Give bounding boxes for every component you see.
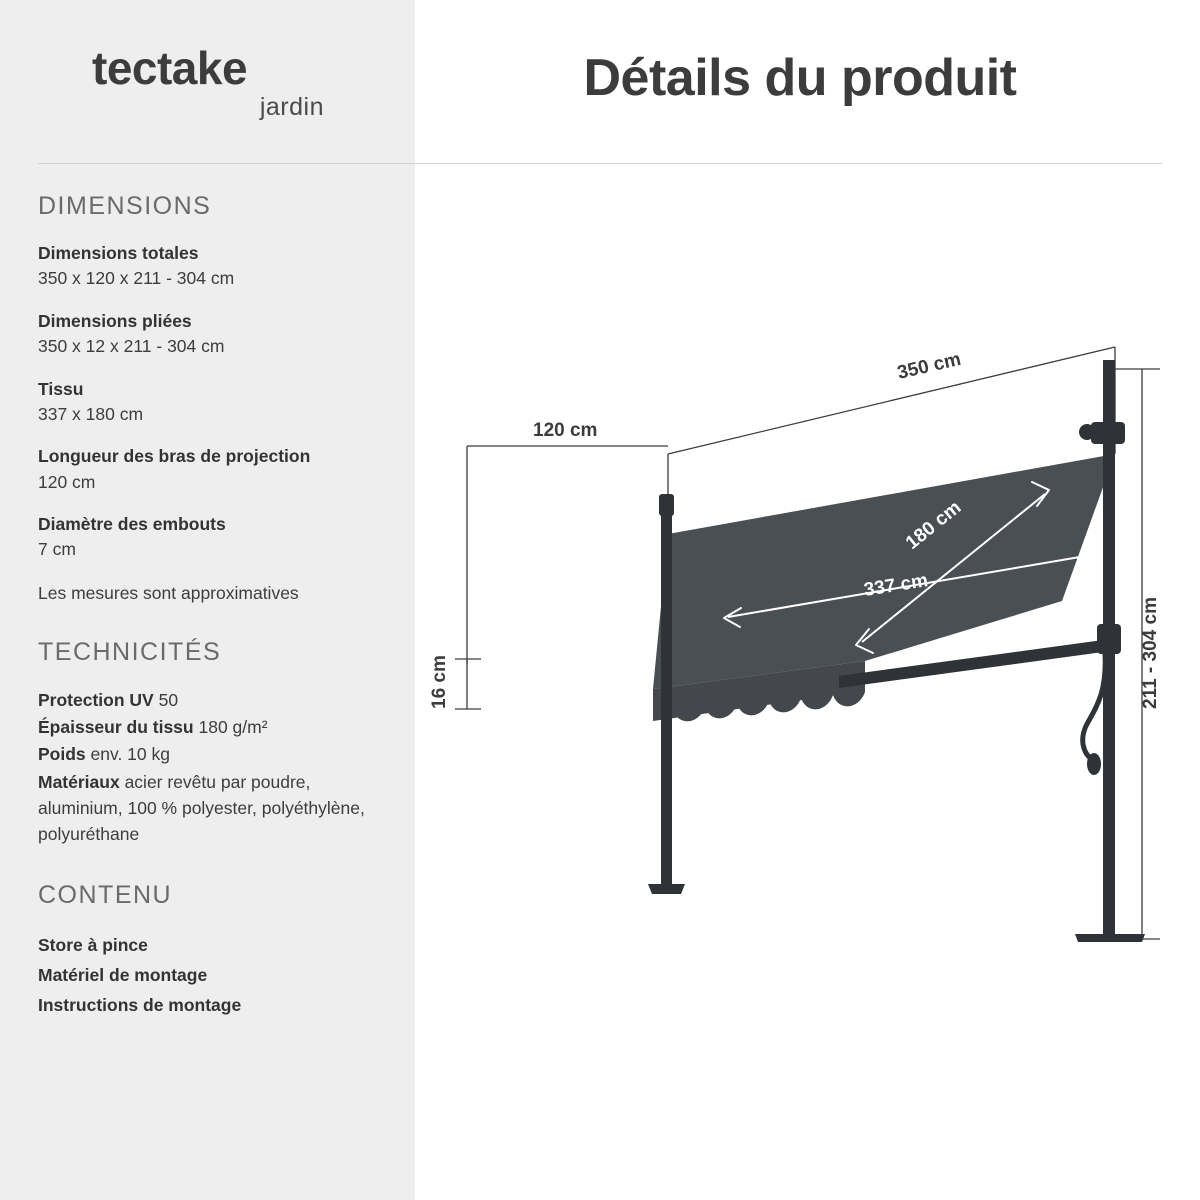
brand-name: tectake — [92, 42, 248, 94]
contents-item: Instructions de montage — [38, 995, 242, 1016]
spec-item — [38, 377, 398, 428]
spec-item — [38, 512, 398, 563]
section-heading-technical: TECHNICITÉS — [38, 637, 222, 666]
spec-value: 350 x 120 x 211 - 304 cm — [38, 268, 235, 289]
measures-note: Les mesures sont approximatives — [38, 582, 299, 603]
spec-label: Dimensions totales — [38, 243, 199, 263]
technical-label: Matériaux — [38, 771, 120, 792]
technical-label: Protection UV — [38, 689, 154, 710]
brand-subtitle: jardin — [259, 93, 324, 121]
spec-value: 337 x 180 cm — [38, 403, 144, 424]
label-height: 211 - 304 cm — [1140, 597, 1161, 709]
technical-item — [38, 714, 398, 740]
technical-item — [38, 769, 398, 848]
spec-label: Diamètre des embouts — [38, 514, 226, 534]
section-heading-dimensions: DIMENSIONS — [38, 192, 212, 220]
technical-item — [38, 687, 398, 713]
spec-item — [38, 241, 398, 292]
product-diagram — [415, 164, 1200, 1200]
technical-item — [38, 741, 398, 767]
contents-item: Store à pince — [38, 935, 148, 956]
label-350cm: 350 cm — [895, 348, 963, 384]
sidebar — [38, 192, 398, 1021]
spec-label: Longueur des bras de projection — [38, 446, 311, 467]
page-title: Détails du produit — [583, 49, 1017, 107]
technical-value: 50 — [158, 689, 179, 710]
label-120cm: 120 cm — [533, 420, 598, 441]
technical-value: acier revêtu par poudre, aluminium, 100 % polyester, polyéthylène, polyuréthane — [38, 771, 365, 844]
technical-label: Poids — [38, 744, 86, 765]
technical-list — [38, 687, 398, 848]
contents-list — [38, 930, 398, 1020]
spec-item — [38, 444, 398, 495]
technical-label: Épaisseur du tissu — [38, 717, 194, 737]
spec-value: 120 cm — [38, 471, 96, 492]
spec-value: 350 x 12 x 211 - 304 cm — [38, 336, 225, 357]
spec-item — [38, 309, 398, 360]
label-16cm: 16 cm — [429, 655, 450, 709]
spec-label: Dimensions pliées — [38, 310, 192, 331]
label-337cm: 337 cm — [862, 570, 930, 601]
section-heading-contents: CONTENU — [38, 881, 173, 910]
label-180cm: 180 cm — [901, 497, 966, 554]
spec-label: Tissu — [38, 378, 84, 399]
brand-logo — [92, 42, 392, 122]
technical-value: 180 g/m² — [198, 717, 268, 737]
spec-value: 7 cm — [38, 539, 76, 560]
contents-item: Matériel de montage — [38, 965, 208, 986]
technical-value: env. 10 kg — [90, 744, 170, 765]
